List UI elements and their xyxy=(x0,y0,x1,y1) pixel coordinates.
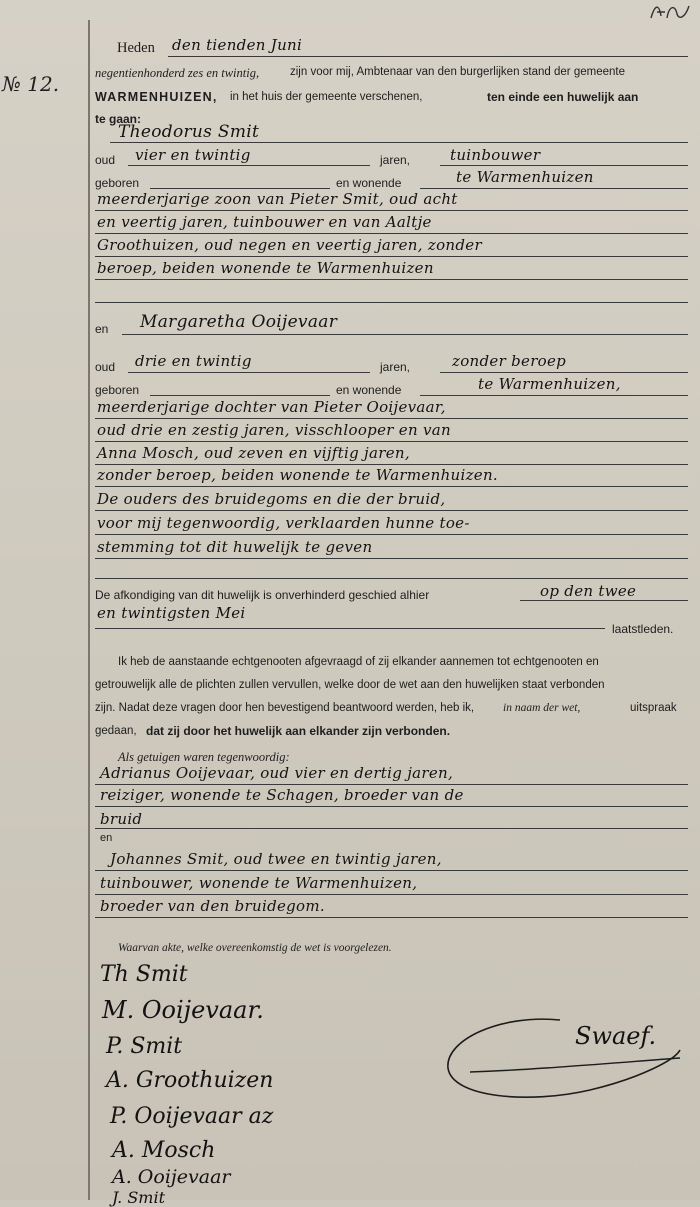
bride-rule-3 xyxy=(95,464,688,465)
proclamation-line-1 xyxy=(520,600,688,601)
groom-name-line xyxy=(110,142,688,143)
corner-initials-mark xyxy=(645,0,693,24)
signature-groom: Th Smit xyxy=(100,962,188,987)
declaration-line3c: uitspraak xyxy=(630,702,677,714)
consent-rule-1 xyxy=(95,510,688,511)
bride-residence-line xyxy=(420,395,688,396)
witness-rule-6 xyxy=(95,917,688,918)
declaration-line4a: gedaan, xyxy=(95,725,137,737)
groom-occupation-line xyxy=(440,165,688,166)
municipality-rest: in het huis der gemeente verschenen, xyxy=(230,91,423,103)
signature-groom-father: P. Smit xyxy=(106,1034,183,1059)
heden-label: Heden xyxy=(117,40,155,56)
bride-parents-line2: oud drie en zestig jaren, visschlooper en van xyxy=(97,421,451,439)
consent-line2: voor mij tegenwoordig, verklaarden hunne toe- xyxy=(97,514,470,532)
groom-name: Theodorus Smit xyxy=(118,122,260,142)
bride-name-line xyxy=(122,334,688,335)
proclamation-print: De afkondiging van dit huwelijk is onverhinderd geschied alhier xyxy=(95,588,430,602)
proclamation-line-2 xyxy=(95,628,605,629)
consent-rule-4 xyxy=(95,578,688,579)
witness-rule-2 xyxy=(95,806,688,807)
consent-rule-3 xyxy=(95,558,688,559)
bride-oud-label: oud xyxy=(95,360,116,374)
purpose-continued: te gaan: xyxy=(95,112,142,126)
groom-occupation: tuinbouwer xyxy=(450,146,541,164)
date-line xyxy=(168,56,688,57)
closing-text: Waarvan akte, welke overeenkomstig de wet is voorgelezen. xyxy=(118,942,392,954)
signature-witness1: A. Ooijevaar xyxy=(112,1166,231,1188)
municipality-name: WARMENHUIZEN, xyxy=(95,90,218,104)
groom-parents-line2: en veertig jaren, tuinbouwer en van Aaltje xyxy=(97,213,432,231)
witness-rule-1 xyxy=(95,784,688,785)
witness-rule-4 xyxy=(95,870,688,871)
witnesses-header: Als getuigen waren tegenwoordig: xyxy=(118,750,290,764)
witness-rule-3 xyxy=(95,828,688,829)
witness2-line2: tuinbouwer, wonende te Warmenhuizen, xyxy=(100,874,418,892)
bride-age-line xyxy=(128,372,370,373)
witness-en-label: en xyxy=(100,832,113,844)
groom-residence: te Warmenhuizen xyxy=(456,168,594,186)
bride-geboren-label: geboren xyxy=(95,383,140,397)
groom-rule-4 xyxy=(95,279,688,280)
act-number: № 12. xyxy=(2,72,60,96)
consent-rule-2 xyxy=(95,534,688,535)
groom-jaren-label: jaren, xyxy=(380,153,411,167)
witness1-line3: bruid xyxy=(100,810,143,828)
groom-birthplace-line xyxy=(150,188,330,189)
official-signature-flourish xyxy=(440,1000,690,1110)
signature-bride: M. Ooijevaar. xyxy=(102,996,264,1024)
groom-parents-line3: Groothuizen, oud negen en veertig jaren, zonder xyxy=(97,236,482,254)
groom-residence-line xyxy=(420,188,688,189)
groom-oud-label: oud xyxy=(95,153,116,167)
signature-bride-father: P. Ooijevaar az xyxy=(110,1104,274,1129)
signature-bride-mother: A. Mosch xyxy=(112,1138,216,1163)
declaration-line3b: in naam der wet, xyxy=(503,702,581,714)
bride-rule-2 xyxy=(95,441,688,442)
bride-parents-line4: zonder beroep, beiden wonende te Warmenhuizen. xyxy=(97,466,498,484)
bride-residence: te Warmenhuizen, xyxy=(478,375,621,393)
laatstleden-label: laatstleden. xyxy=(612,622,674,636)
signature-official: Swaef. xyxy=(575,1022,657,1050)
date-handwritten: den tienden Juni xyxy=(172,36,303,54)
witness2-line3: broeder van den bruidegom. xyxy=(100,897,325,915)
declaration-line2: getrouwelijk alle de plichten zullen vervullen, welke door de wet aan den huwelijken staat verbonden xyxy=(95,679,605,691)
bride-rule-4 xyxy=(95,486,688,487)
groom-wonende-label: en wonende xyxy=(336,176,402,190)
bride-en-label: en xyxy=(95,322,109,336)
witness1-line1: Adrianus Ooijevaar, oud vier en dertig jaren, xyxy=(100,764,454,782)
year-print: negentienhonderd zes en twintig, xyxy=(95,66,260,80)
groom-rule-1 xyxy=(95,210,688,211)
witness2-line1: Johannes Smit, oud twee en twintig jaren, xyxy=(110,850,442,868)
groom-age-line xyxy=(128,165,370,166)
bride-occupation-line xyxy=(440,372,688,373)
witness-rule-5 xyxy=(95,894,688,895)
bride-age: drie en twintig xyxy=(135,352,252,370)
groom-rule-5 xyxy=(95,302,688,303)
groom-parents-line4: beroep, beiden wonende te Warmenhuizen xyxy=(97,259,434,277)
groom-rule-3 xyxy=(95,256,688,257)
bride-birthplace-line xyxy=(150,395,330,396)
declaration-line3a: zijn. Nadat deze vragen door hen bevestigend beantwoord werden, heb ik, xyxy=(95,702,475,714)
bride-parents-line3: Anna Mosch, oud zeven en vijftig jaren, xyxy=(97,444,410,462)
margin-rule xyxy=(88,20,90,1200)
signature-witness2: J. Smit xyxy=(112,1188,166,1207)
proclamation-hand-1: op den twee xyxy=(540,582,637,600)
groom-age: vier en twintig xyxy=(135,146,251,164)
bride-rule-1 xyxy=(95,418,688,419)
bride-jaren-label: jaren, xyxy=(380,360,411,374)
bride-occupation: zonder beroep xyxy=(452,352,567,370)
purpose-text: ten einde een huwelijk aan xyxy=(487,90,639,104)
bride-parents-line1: meerderjarige dochter van Pieter Ooijevaar, xyxy=(97,398,446,416)
groom-geboren-label: geboren xyxy=(95,176,140,190)
consent-line3: stemming tot dit huwelijk te geven xyxy=(97,538,373,556)
consent-line1: De ouders des bruidegoms en die der bruid, xyxy=(97,490,446,508)
groom-rule-2 xyxy=(95,233,688,234)
signature-groom-mother: A. Groothuizen xyxy=(106,1068,274,1093)
bride-wonende-label: en wonende xyxy=(336,383,402,397)
groom-parents-line1: meerderjarige zoon van Pieter Smit, oud acht xyxy=(97,190,458,208)
declaration-line1: Ik heb de aanstaande echtgenooten afgevraagd of zij elkander aannemen tot echtgenooten en xyxy=(118,656,599,668)
year-rest: zijn voor mij, Ambtenaar van den burgerlijken stand der gemeente xyxy=(290,66,625,78)
proclamation-hand-2: en twintigsten Mei xyxy=(97,604,246,622)
bride-name: Margaretha Ooijevaar xyxy=(140,312,338,332)
witness1-line2: reiziger, wonende te Schagen, broeder van de xyxy=(100,786,464,804)
declaration-line4b: dat zij door het huwelijk aan elkander zijn verbonden. xyxy=(146,724,451,738)
